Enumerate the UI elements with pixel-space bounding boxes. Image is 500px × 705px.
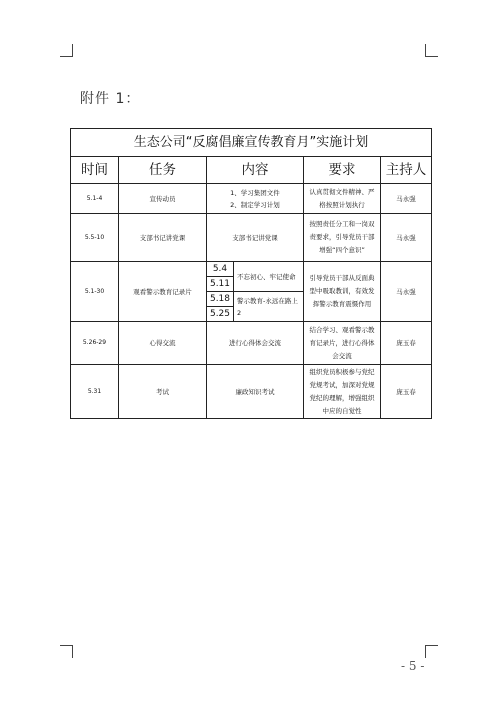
row-task: 考试 — [119, 365, 207, 419]
row-date: 5.31 — [71, 365, 119, 419]
session-date: 5.4 — [207, 262, 234, 277]
page-number: - 5 - — [401, 659, 425, 673]
row-content: 进行心得体会交流 — [207, 322, 304, 365]
header-requirement: 要求 — [304, 157, 381, 184]
row-task: 宣传动员 — [119, 184, 207, 214]
header-time: 时间 — [71, 157, 119, 184]
content-line: 2、制定学习计划 — [230, 200, 280, 209]
table-row — [71, 322, 432, 365]
row-date: 5.5-10 — [71, 214, 119, 262]
row-host: 马永强 — [381, 262, 432, 322]
session-date: 5.11 — [207, 277, 234, 292]
table-row — [71, 262, 432, 277]
row-host: 马永强 — [381, 184, 432, 214]
row-date: 5.26-29 — [71, 322, 119, 365]
session-content: 警示教育-永远在路上 2 — [234, 292, 304, 322]
table-row — [71, 184, 432, 214]
row-host: 庞玉春 — [381, 365, 432, 419]
table-header-row — [71, 157, 432, 184]
session-content: 不忘初心、牢记使命 — [234, 262, 304, 292]
row-task: 支部书记讲党课 — [119, 214, 207, 262]
row-requirement: 引导党员干部从反面典型中吸取教训，有效发挥警示教育震慑作用 — [304, 262, 381, 322]
table-title: 生态公司“反腐倡廉宣传教育月”实施计划 — [71, 129, 432, 157]
table-row — [71, 365, 432, 419]
crop-mark — [425, 56, 438, 57]
row-date: 5.1-4 — [71, 184, 119, 214]
row-content — [207, 184, 304, 214]
row-task: 观看警示教育记录片 — [119, 262, 207, 322]
table-title-row — [71, 129, 432, 157]
crop-mark — [60, 56, 73, 57]
crop-mark — [425, 645, 426, 658]
content-line: 1、学习集团文件 — [230, 188, 280, 197]
attachment-label: 附件 1： — [80, 91, 141, 107]
header-host: 主持人 — [381, 157, 432, 184]
row-host: 庞玉春 — [381, 322, 432, 365]
header-content: 内容 — [207, 157, 304, 184]
crop-mark — [425, 645, 438, 646]
row-content: 支部书记讲党课 — [207, 214, 304, 262]
crop-mark — [72, 645, 73, 658]
session-date: 5.18 — [207, 292, 234, 307]
row-requirement: 结合学习、观看警示教育记录片，进行心得体会交流 — [304, 322, 381, 365]
crop-mark — [60, 645, 73, 646]
row-date: 5.1-30 — [71, 262, 119, 322]
session-date: 5.25 — [207, 307, 234, 322]
header-task: 任务 — [119, 157, 207, 184]
row-content: 廉政知识考试 — [207, 365, 304, 419]
row-requirement: 认真贯彻文件精神、严格按照计划执行 — [304, 184, 381, 214]
table-row — [71, 214, 432, 262]
row-host: 马永强 — [381, 214, 432, 262]
implementation-plan-table — [70, 128, 432, 419]
row-requirement: 组织党员积极参与党纪党规考试，加深对党规党纪的理解，增强组织中应的自觉性 — [304, 365, 381, 419]
row-requirement: 按照责任分工和一岗双责要求，引导党员干部增强“四个意识” — [304, 214, 381, 262]
row-task: 心得交流 — [119, 322, 207, 365]
